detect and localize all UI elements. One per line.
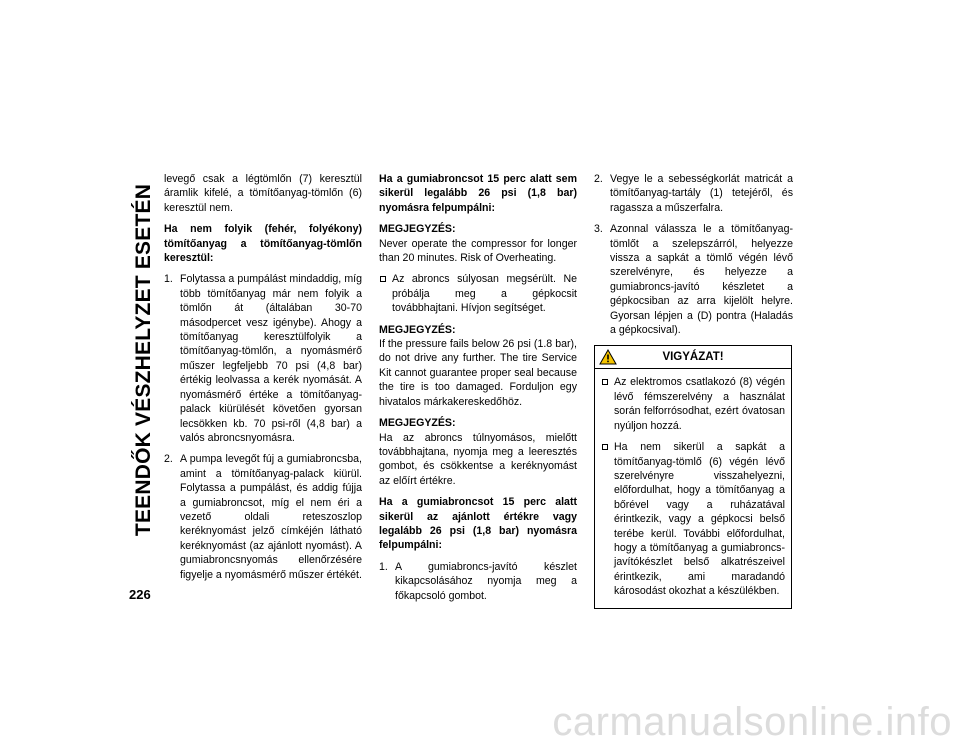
bullet-square-icon bbox=[380, 276, 386, 282]
list-item bbox=[594, 172, 793, 215]
note-text: Ha az abroncs túlnyomásos, mielőtt továbbhajtana, nyomja meg a leeresztés gombot, és csökkentse a keréknyomást az előírt értékre. bbox=[379, 431, 577, 487]
warning-bullet bbox=[601, 375, 785, 433]
list-item bbox=[594, 222, 793, 337]
warning-box bbox=[594, 345, 792, 608]
bullet-square-icon bbox=[602, 444, 608, 450]
section-side-title bbox=[132, 150, 156, 570]
numbered-list bbox=[164, 272, 362, 582]
warning-title: VIGYÁZAT! bbox=[662, 351, 724, 364]
bullet-text: Az abroncs súlyosan megsérült. Ne próbálja meg a gépkocsit továbbhajtani. Hívjon segítséget. bbox=[392, 273, 577, 315]
item-number: 3. bbox=[594, 223, 603, 236]
note-heading: MEGJEGYZÉS: bbox=[379, 417, 456, 430]
warning-header bbox=[595, 346, 791, 369]
list-item bbox=[164, 452, 362, 582]
column-2 bbox=[379, 172, 577, 610]
heading-not-inflated: Ha a gumiabroncsot 15 perc alatt sem sikerül legalább 26 psi (1,8 bar) nyomásra felpumpálni: bbox=[379, 173, 577, 214]
item-number: 2. bbox=[594, 173, 603, 185]
item-text: A pumpa levegőt fúj a gumiabroncsba, amint a tömítőanyag-palack kiürül. Folytassa a pumpálást, és addig fújja a gumiabroncsot, míg el nem éri a vezető oldali reteszoszlop keréknyomást jelző címkéjén látható keréknyomást (az ajánlott nyomást). A gumiabroncsnyomás ellenőrzésére figyelje a nyomásmérő műszer értékét. bbox=[180, 453, 362, 581]
section-title-text: TEENDŐK VÉSZHELYZET ESETÉN bbox=[132, 183, 155, 537]
intro-paragraph: levegő csak a légtömlőn (7) keresztül áramlik kifelé, a tömítőanyag-tömlőn (6) keresztül nem. bbox=[164, 173, 362, 214]
warning-bullet bbox=[601, 440, 785, 598]
item-text: Folytassa a pumpálást mindaddig, míg több tömítőanyag már nem folyik a tömlőn át (általában 30-70 másodpercet vesz igénybe). Ahogy a tömítőanyag keresztülfolyik a tömítőanyag-tömlőn, a nyomásmérő műszer legfeljebb 70 psi (4,8 bar) értékig leolvassa a kerék nyomását. A nyomásmérő értéke a tömítőanyag-palack kiürülését követően gyorsan lecsökken kb. 70 psi-ről (4,8 bar) a valós abroncsnyomásra. bbox=[180, 273, 362, 444]
item-number: 2. bbox=[164, 453, 173, 466]
warning-triangle-icon bbox=[599, 349, 617, 365]
page-number: 226 bbox=[129, 587, 151, 602]
column-3 bbox=[594, 172, 793, 609]
item-text: A gumiabroncs-javító készlet kikapcsolásához nyomja meg a főkapcsoló gombot. bbox=[395, 560, 577, 602]
item-number: 1. bbox=[164, 273, 173, 286]
bullet-item bbox=[379, 272, 577, 315]
numbered-list bbox=[379, 560, 577, 603]
note-text: If the pressure fails below 26 psi (1.8 bar), do not drive any further. The tire Service Kit cannot guarantee proper seal because the tire is too damaged. Forduljon egy hivatalos márkakereskedőhöz. bbox=[379, 338, 577, 408]
heading-inflated: Ha a gumiabroncsot 15 perc alatt sikerül az ajánlott értékre vagy legalább 26 psi (1,8 bar) nyomásra felpumpálni: bbox=[379, 496, 577, 552]
list-item bbox=[379, 560, 577, 603]
bullet-text: Ha nem sikerül a sapkát a tömítőanyag-tömlő (6) végén lévő szerelvényre visszahelyezni, előfordulhat, hogy a tömítőanyag a bőrével vagy a ruházatával érintkezik, vagy a gépkocsi belső terébe kerül. További előfordulhat, hogy a tömítőanyag a gumiabroncs-javítókészlet belső alkatrészeivel érintkezik, ami maradandó károsodást okozhat a készülékben. bbox=[614, 441, 785, 598]
warning-body bbox=[595, 369, 791, 607]
watermark: carmanualsonline.info bbox=[552, 700, 952, 744]
note-text: Never operate the compressor for longer than 20 minutes. Risk of Overheating. bbox=[379, 237, 577, 265]
note-heading: MEGJEGYZÉS: bbox=[379, 323, 456, 336]
bullet-square-icon bbox=[602, 379, 608, 385]
numbered-list bbox=[594, 172, 793, 337]
column-1 bbox=[164, 172, 362, 589]
list-item bbox=[164, 272, 362, 445]
bullet-text: Az elektromos csatlakozó (8) végén lévő fémszerelvény a használat során felforrósodhat, ezért óvatosan nyúljon hozzá. bbox=[614, 376, 785, 432]
item-number: 1. bbox=[379, 560, 388, 573]
item-text: Azonnal válassza le a tömítőanyag-tömlőt a szelepszárról, helyezze vissza a sapkát a tömlő végén lévő szerelvényre, és helyezze a gumiabroncs-javító készletet a gépkocsiban az arra kijelölt helyre. Gyorsan lépjen a (D) pontra (Haladás a gépkocsival). bbox=[610, 223, 793, 337]
note-heading: MEGJEGYZÉS: bbox=[379, 223, 456, 236]
heading-no-sealant-flow: Ha nem folyik (fehér, folyékony) tömítőanyag a tömítőanyag-tömlőn keresztül: bbox=[164, 223, 362, 265]
item-text: Vegye le a sebességkorlát matricát a tömítőanyag-tartály (1) tetejéről, és ragassza a műszerfalra. bbox=[610, 173, 793, 214]
